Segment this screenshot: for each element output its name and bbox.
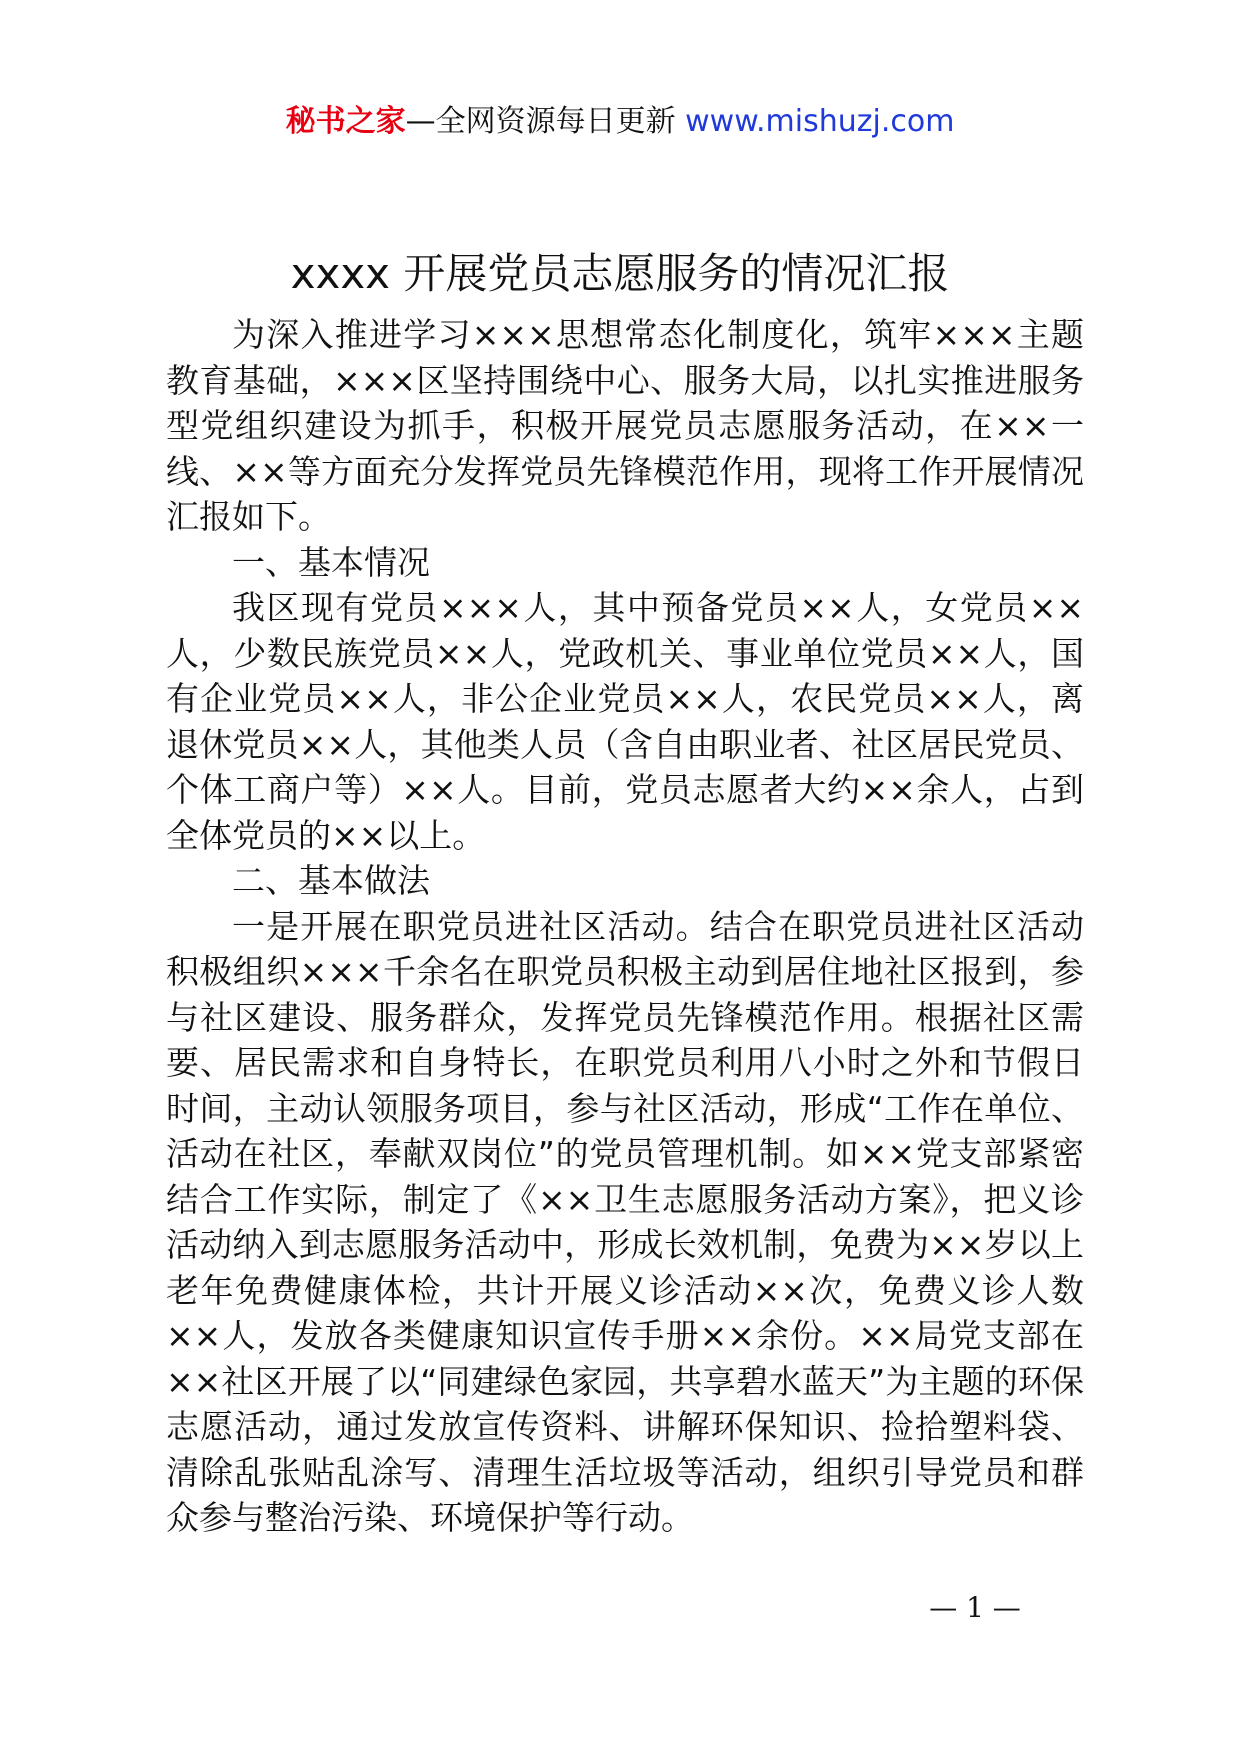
basic-practices-paragraph: 一是开展在职党员进社区活动。结合在职党员进社区活动积极组织×××千余名在职党员积极主动到居住地社区报到，参与社区建设、服务群众，发挥党员先锋模范作用。根据社区需要、居民需求和自身特长，在职党员利用八小时之外和节假日时间，主动认领服务项目，参与社区活动，形成“工作在单位、活动在社区，奉献双岗位”的党员管理机制。如××党支部紧密结合工作实际，制定了《××卫生志愿服务活动方案》，把义诊活动纳入到志愿服务活动中，形成长效机制，免费为××岁以上老年免费健康体检，共计开展义诊活动××次，免费义诊人数××人，发放各类健康知识宣传手册××余份。××局党支部在××社区开展了以“同建绿色家园，共享碧水蓝天”为主题的环保志愿活动，通过发放宣传资料、讲解环保知识、捡拾塑料袋、清除乱张贴乱涂写、清理生活垃圾等活动，组织引导党员和群众参与整治污染、环境保护等行动。 (166, 906, 1084, 1537)
document-title: xxxx 开展党员志愿服务的情况汇报 (290, 249, 950, 298)
section-heading-basic-situation: 一、基本情况 (232, 542, 430, 582)
intro-paragraph: 为深入推进学习×××思想常态化制度化，筑牢×××主题教育基础，×××区坚持围绕中心、服务大局，以扎实推进服务型党组织建设为抓手，积极开展党员志愿服务活动，在××一线、××等方面充分发挥党员先锋模范作用，现将工作开展情况汇报如下。 (166, 315, 1084, 536)
site-brand: 秘书之家 (285, 104, 406, 139)
site-tagline: —全网资源每日更新 (405, 104, 676, 139)
section-heading-basic-practices: 二、基本做法 (232, 861, 430, 900)
page-number: — 1 — (929, 1591, 1021, 1624)
basic-situation-paragraph: 我区现有党员×××人，其中预备党员××人，女党员××人，少数民族党员××人，党政机关、事业单位党员××人，国有企业党员××人，非公企业党员××人，农民党员××人，离退休党员××人，其他类人员（含自由职业者、社区居民党员、个体工商户等）××人。目前，党员志愿者大约××余人，占到全体党员的××以上。 (166, 588, 1084, 855)
site-header (0, 100, 1240, 144)
site-url-link[interactable]: www.mishuzj.com (685, 104, 955, 139)
document-body (166, 312, 1084, 1541)
